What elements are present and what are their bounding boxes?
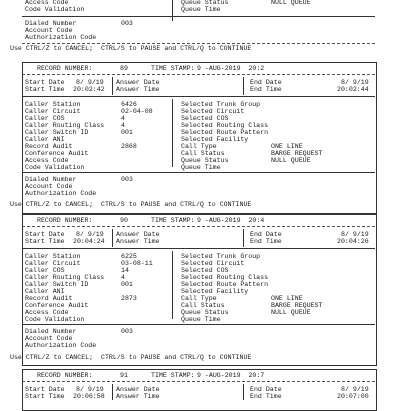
caller-routing-class-label: Caller Routing Class	[25, 122, 105, 129]
record-audit-label: Record Audit	[25, 143, 73, 150]
authorization-code-label: Authorization Code	[25, 190, 97, 197]
start-date-value: 8/ 9/19	[76, 386, 104, 393]
caller-circuit-label: Caller Circuit	[25, 108, 81, 115]
start-time-value: 20:04:24	[73, 238, 105, 245]
dialed-number-value: 003	[121, 328, 133, 335]
start-date-value: 8/ 9/19	[76, 231, 104, 238]
account-code-label: Account Code	[25, 27, 73, 34]
start-date-label: Start Date	[25, 79, 65, 86]
column-divider	[243, 229, 244, 247]
caller-routing-class-value: 4	[121, 274, 125, 281]
call-status-label: Call Status	[181, 302, 225, 309]
call-type-value: ONE LINE	[271, 143, 303, 150]
column-divider	[172, 99, 173, 167]
caller-switch-id-label: Caller Switch ID	[25, 129, 89, 136]
start-date-value: 8/ 9/19	[76, 79, 104, 86]
call-status-label: Call Status	[181, 150, 225, 157]
caller-switch-id-value: 001	[121, 281, 133, 288]
queue-status-value: NULL QUEUE	[271, 309, 311, 316]
caller-switch-id-label: Caller Switch ID	[25, 281, 89, 288]
call-type-label: Call Type	[181, 295, 217, 302]
queue-status-label: Queue Status	[181, 309, 229, 316]
end-time-label: End Time	[250, 393, 282, 400]
call-type-value: ONE LINE	[271, 295, 303, 302]
start-date-label: Start Date	[25, 231, 65, 238]
caller-routing-class-label: Caller Routing Class	[25, 274, 105, 281]
record-number-value: 89	[120, 65, 128, 72]
divider-line	[22, 248, 375, 249]
start-time-value: 20:06:58	[73, 393, 105, 400]
time-stamp-value: 9 -AUG-2019 20:4	[197, 217, 265, 224]
queue-status-value: NULL QUEUE	[271, 0, 311, 6]
code-validation-label: Code Validation	[25, 164, 85, 171]
start-date-label: Start Date	[25, 386, 65, 393]
divider-line	[22, 96, 375, 97]
selected-facility-label: Selected Facility	[181, 288, 249, 295]
start-time-value: 20:02:42	[73, 86, 105, 93]
dialed-number-label: Dialed Number	[25, 20, 77, 27]
record-audit-label: Record Audit	[25, 295, 73, 302]
time-stamp-label: TIME STAMP:	[151, 217, 195, 224]
conference-audit-label: Conference Audit	[25, 150, 89, 157]
code-validation-label: Code Validation	[25, 6, 85, 13]
terminal-prompt: Use CTRL/Z to CANCEL; CTRL/S to PAUSE and CTRL/Q to CONTINUE	[10, 201, 252, 208]
end-time-value: 20:02:44	[337, 86, 369, 93]
caller-ani-label: Caller ANI	[25, 288, 65, 295]
queue-time-label: Queue Time	[181, 6, 221, 13]
end-date-value: 8/ 9/19	[341, 79, 369, 86]
time-stamp-value: 9 -AUG-2019 20:7	[197, 372, 265, 379]
end-date-value: 8/ 9/19	[341, 386, 369, 393]
call-status-value: BARGE REQUEST	[271, 302, 323, 309]
access-code-label: Access Code	[25, 309, 69, 316]
start-time-label: Start Time	[25, 86, 65, 93]
caller-station-label: Caller Station	[25, 101, 81, 108]
selected-cos-label: Selected COS	[181, 267, 229, 274]
caller-ani-label: Caller ANI	[25, 136, 65, 143]
queue-status-label: Queue Status	[181, 157, 229, 164]
dashed-separator	[22, 381, 375, 382]
record-number-label: RECORD NUMBER:	[37, 372, 93, 379]
queue-time-label: Queue Time	[181, 316, 221, 323]
time-stamp-label: TIME STAMP:	[151, 372, 195, 379]
column-divider	[172, 0, 173, 21]
answer-time-label: Answer Time	[116, 86, 160, 93]
answer-time-label: Answer Time	[116, 393, 160, 400]
caller-station-label: Caller Station	[25, 253, 81, 260]
caller-station-value: 6426	[121, 101, 137, 108]
column-divider	[112, 384, 113, 400]
dashed-separator	[22, 74, 375, 75]
conference-audit-label: Conference Audit	[25, 302, 89, 309]
caller-cos-value: 14	[121, 267, 129, 274]
selected-circuit-label: Selected Circuit	[181, 260, 245, 267]
selected-trunk-group-label: Selected Trunk Group	[181, 101, 261, 108]
divider-line	[22, 324, 375, 325]
column-divider	[243, 384, 244, 400]
caller-cos-label: Caller COS	[25, 115, 65, 122]
access-code-label: Access Code	[25, 0, 69, 6]
selected-routing-class-label: Selected Routing Class	[181, 274, 269, 281]
record-number-label: RECORD NUMBER:	[37, 217, 93, 224]
selected-routing-class-label: Selected Routing Class	[181, 122, 269, 129]
end-date-label: End Date	[250, 79, 282, 86]
selected-facility-label: Selected Facility	[181, 136, 249, 143]
dialed-number-value: 003	[121, 20, 133, 27]
record-number-label: RECORD NUMBER:	[37, 65, 93, 72]
caller-circuit-label: Caller Circuit	[25, 260, 81, 267]
dashed-separator	[22, 226, 375, 227]
account-code-label: Account Code	[25, 183, 73, 190]
end-time-label: End Time	[250, 238, 282, 245]
time-stamp-label: TIME STAMP:	[151, 65, 195, 72]
time-stamp-value: 9 -AUG-2019 20:2	[197, 65, 265, 72]
caller-circuit-value: 02-04-08	[121, 108, 153, 115]
queue-status-value: NULL QUEUE	[271, 157, 311, 164]
dialed-number-label: Dialed Number	[25, 328, 77, 335]
selected-circuit-label: Selected Circuit	[181, 108, 245, 115]
caller-cos-label: Caller COS	[25, 267, 65, 274]
record-audit-value: 2868	[121, 143, 137, 150]
answer-date-label: Answer Date	[116, 79, 160, 86]
access-code-label: Access Code	[25, 157, 69, 164]
end-date-value: 8/ 9/19	[341, 231, 369, 238]
caller-switch-id-value: 001	[121, 129, 133, 136]
start-time-label: Start Time	[25, 393, 65, 400]
caller-station-value: 6225	[121, 253, 137, 260]
account-code-label: Account Code	[25, 335, 73, 342]
answer-date-label: Answer Date	[116, 231, 160, 238]
start-time-label: Start Time	[25, 238, 65, 245]
caller-circuit-value: 03-08-11	[121, 260, 153, 267]
authorization-code-label: Authorization Code	[25, 342, 97, 349]
call-type-label: Call Type	[181, 143, 217, 150]
column-divider	[243, 77, 244, 95]
end-time-value: 20:04:26	[337, 238, 369, 245]
column-divider	[112, 229, 113, 247]
end-time-value: 20:07:00	[337, 393, 369, 400]
selected-trunk-group-label: Selected Trunk Group	[181, 253, 261, 260]
terminal-prompt: Use CTRL/Z to CANCEL; CTRL/S to PAUSE and CTRL/Q to CONTINUE	[10, 354, 252, 361]
code-validation-label: Code Validation	[25, 316, 85, 323]
selected-route-pattern-label: Selected Route Pattern	[181, 281, 269, 288]
authorization-code-label: Authorization Code	[25, 34, 97, 41]
queue-status-label: Queue Status	[181, 0, 229, 6]
dialed-number-label: Dialed Number	[25, 176, 77, 183]
terminal-prompt: Use CTRL/Z to CANCEL; CTRL/S to PAUSE and CTRL/Q to CONTINUE	[10, 45, 252, 52]
dashed-separator	[22, 43, 375, 44]
record-number-value: 90	[120, 217, 128, 224]
caller-routing-class-value: 4	[121, 122, 125, 129]
caller-cos-value: 4	[121, 115, 125, 122]
answer-time-label: Answer Time	[116, 238, 160, 245]
selected-route-pattern-label: Selected Route Pattern	[181, 129, 269, 136]
record-number-value: 91	[120, 372, 128, 379]
divider-line	[22, 172, 375, 173]
column-divider	[172, 251, 173, 319]
end-date-label: End Date	[250, 386, 282, 393]
end-time-label: End Time	[250, 86, 282, 93]
record-audit-value: 2873	[121, 295, 137, 302]
divider-line	[22, 16, 375, 17]
column-divider	[112, 77, 113, 95]
end-date-label: End Date	[250, 231, 282, 238]
answer-date-label: Answer Date	[116, 386, 160, 393]
dialed-number-value: 003	[121, 176, 133, 183]
call-status-value: BARGE REQUEST	[271, 150, 323, 157]
queue-time-label: Queue Time	[181, 164, 221, 171]
selected-cos-label: Selected COS	[181, 115, 229, 122]
